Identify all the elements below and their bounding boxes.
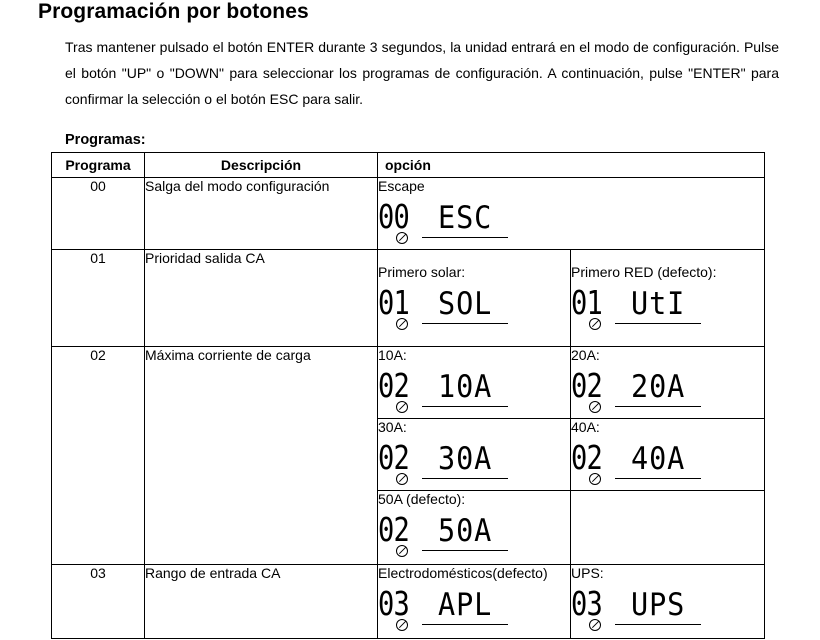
- lcd-display: [378, 582, 570, 634]
- program-number: 00: [52, 178, 145, 250]
- option-label: UPS:: [571, 565, 604, 581]
- lcd-display: [378, 364, 570, 416]
- section-title: Programas:: [65, 132, 146, 148]
- lcd-display: [378, 195, 764, 247]
- lcd-underline: [615, 323, 701, 324]
- lcd-program-code: 02: [378, 510, 409, 549]
- lcd-value: 40A: [631, 441, 686, 477]
- program-description: Máxima corriente de carga: [145, 347, 378, 565]
- lcd-display: [378, 281, 570, 333]
- table-row: [52, 178, 765, 250]
- lcd-underline: [422, 478, 508, 479]
- page-title: Programación por botones: [38, 0, 309, 23]
- lcd-value: 10A: [438, 369, 493, 405]
- lcd-display: [378, 436, 570, 488]
- lcd-program-code: 02: [571, 366, 602, 405]
- empty-option-cell: [571, 491, 765, 565]
- lcd-display: [571, 364, 764, 416]
- program-number: 01: [52, 250, 145, 347]
- option-label: Primero RED (defecto):: [571, 264, 717, 280]
- table-row: [52, 565, 765, 639]
- lcd-display: [571, 582, 764, 634]
- wrench-icon: [589, 401, 601, 413]
- program-description: Rango de entrada CA: [145, 565, 378, 639]
- option-label: 10A:: [378, 347, 407, 363]
- wrench-icon: [396, 545, 408, 557]
- lcd-program-code: 02: [378, 366, 409, 405]
- lcd-underline: [422, 624, 508, 625]
- lcd-display: [571, 281, 764, 333]
- header-description: Descripción: [145, 153, 378, 178]
- lcd-value: 50A: [438, 513, 493, 549]
- option-cell: [571, 250, 765, 347]
- option-label: Escape: [378, 178, 425, 194]
- wrench-icon: [396, 401, 408, 413]
- option-label: 40A:: [571, 419, 600, 435]
- option-cell: [378, 491, 571, 565]
- option-label: Primero solar:: [378, 264, 466, 280]
- option-label: 30A:: [378, 419, 407, 435]
- wrench-icon: [589, 619, 601, 631]
- lcd-value: UtI: [631, 286, 686, 322]
- option-label: 20A:: [571, 347, 600, 363]
- program-description: Salga del modo configuración: [145, 178, 378, 250]
- lcd-underline: [615, 406, 701, 407]
- lcd-underline: [615, 478, 701, 479]
- wrench-icon: [396, 473, 408, 485]
- option-cell: [571, 565, 765, 639]
- lcd-value: 20A: [631, 369, 686, 405]
- table-row: [52, 347, 765, 419]
- option-cell: [571, 419, 765, 491]
- lcd-program-code: 03: [378, 584, 409, 623]
- lcd-display: [378, 508, 570, 560]
- option-cell: [378, 419, 571, 491]
- wrench-icon: [589, 473, 601, 485]
- lcd-program-code: 01: [571, 283, 602, 322]
- program-number: 03: [52, 565, 145, 639]
- option-label: Electrodomésticos(defecto): [378, 565, 548, 581]
- option-cell: [378, 178, 765, 250]
- program-description: Prioridad salida CA: [145, 250, 378, 347]
- lcd-value: ESC: [438, 200, 493, 236]
- lcd-underline: [615, 624, 701, 625]
- table-row: [52, 250, 765, 347]
- lcd-program-code: 01: [378, 283, 409, 322]
- lcd-value: UPS: [631, 587, 686, 623]
- lcd-value: 30A: [438, 441, 493, 477]
- lcd-underline: [422, 550, 508, 551]
- lcd-underline: [422, 323, 508, 324]
- lcd-program-code: 02: [378, 438, 409, 477]
- lcd-display: [571, 436, 764, 488]
- option-cell: [378, 347, 571, 419]
- header-option: opción: [378, 153, 765, 178]
- lcd-value: SOL: [438, 286, 493, 322]
- lcd-program-code: 02: [571, 438, 602, 477]
- lcd-underline: [422, 237, 508, 238]
- lcd-value: APL: [438, 587, 493, 623]
- wrench-icon: [396, 232, 408, 244]
- option-label: 50A (defecto):: [378, 491, 466, 507]
- intro-paragraph: Tras mantener pulsado el botón ENTER durante 3 segundos, la unidad entrará en el modo de configuración. Pulse el botón "UP" o "DOWN" para seleccionar los programas de configuración. A continuación, pulse "ENTER" para confirmar la selección o el botón ESC para salir.: [65, 39, 779, 107]
- wrench-icon: [589, 318, 601, 330]
- lcd-underline: [422, 406, 508, 407]
- header-program: Programa: [52, 153, 145, 178]
- wrench-icon: [396, 318, 408, 330]
- programs-table: [51, 152, 765, 639]
- program-number: 02: [52, 347, 145, 565]
- lcd-program-code: 03: [571, 584, 602, 623]
- option-cell: [378, 250, 571, 347]
- option-cell: [378, 565, 571, 639]
- option-cell: [571, 347, 765, 419]
- table-header-row: [52, 153, 765, 178]
- lcd-program-code: 00: [378, 197, 409, 236]
- wrench-icon: [396, 619, 408, 631]
